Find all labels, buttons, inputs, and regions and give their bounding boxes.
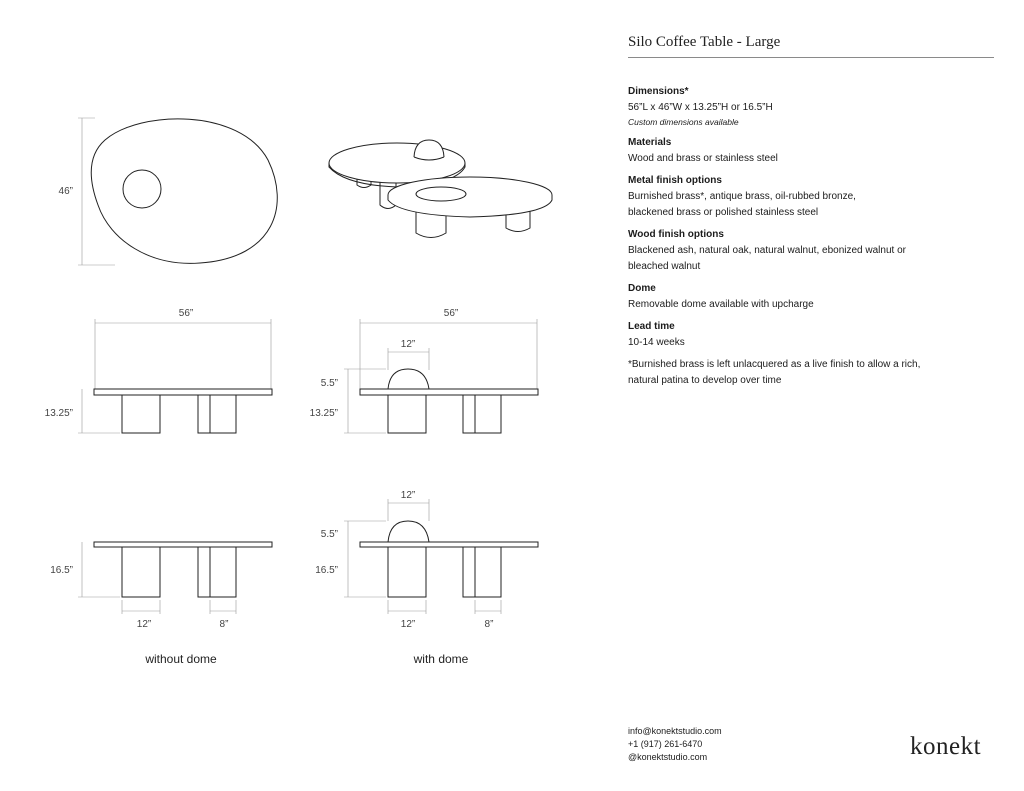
spec-value: Removable dome available with upcharge [628,299,814,310]
dome-width-label-a: 12” [400,339,416,350]
leg-narrow-label-a: 8” [219,619,229,630]
spec-list [628,84,994,389]
elevation-high-with-dome [344,499,538,614]
caption-with-dome: with dome [413,652,469,666]
elevation-high-without-dome [78,542,272,614]
spec-value: Blackened ash, natural oak, natural walnut, ebonized walnut or bleached walnut [628,245,906,272]
spec-value: Wood and brass or stainless steel [628,153,778,164]
spec-dome [628,281,994,313]
product-title: Silo Coffee Table - Large [628,34,994,58]
spec-heading: Wood finish options [628,229,724,240]
spec-metal-finish [628,173,994,221]
spec-value: Burnished brass*, antique brass, oil-rubbed bronze, blackened brass or polished stainless steel [628,191,856,218]
spec-materials [628,135,994,167]
length-label-a: 56” [178,308,194,319]
spec-lead-time [628,319,994,351]
height-high-label-b: 16.5” [315,565,338,576]
spec-heading: Materials [628,137,672,148]
elevation-low-with-dome [344,319,538,433]
brand-logo: konekt [910,733,982,760]
height-high-label-a: 16.5” [50,565,73,576]
plan-width-label: 46” [58,186,73,197]
leg-wide-label-a: 12” [136,619,152,630]
leg-narrow-label-b: 8” [484,619,494,630]
spec-value: 56”L x 46”W x 13.25”H or 16.5”H [628,102,773,113]
length-label-b: 56” [443,308,459,319]
spec-value: 10-14 weeks [628,337,685,348]
elevation-low-without-dome [78,319,272,433]
footnote: *Burnished brass is left unlacquered as a live finish to allow a rich, natural patina to develop over time [628,359,921,386]
contact-phone[interactable]: +1 (917) 261-6470 [628,739,703,749]
spec-note: Custom dimensions available [628,117,739,127]
spec-heading: Dimensions* [628,86,689,97]
spec-heading: Dome [628,283,656,294]
caption-without-dome: without dome [145,652,217,666]
perspective-view [329,140,552,238]
contact-email[interactable]: info@konektstudio.com [628,726,722,736]
contact-block [628,725,722,764]
spec-dimensions [628,84,994,129]
plan-view [78,118,277,265]
spec-panel [628,34,994,389]
dome-height-label-a: 5.5” [320,378,338,389]
height-low-label-a: 13.25” [44,408,73,419]
height-low-label-b: 13.25” [309,408,338,419]
dome-width-label-b: 12” [400,490,416,501]
spec-heading: Lead time [628,321,675,332]
dome-height-label-b: 5.5” [320,529,338,540]
contact-handle[interactable]: @konektstudio.com [628,752,708,762]
spec-wood-finish [628,227,994,275]
leg-wide-label-b: 12” [400,619,416,630]
spec-heading: Metal finish options [628,175,722,186]
